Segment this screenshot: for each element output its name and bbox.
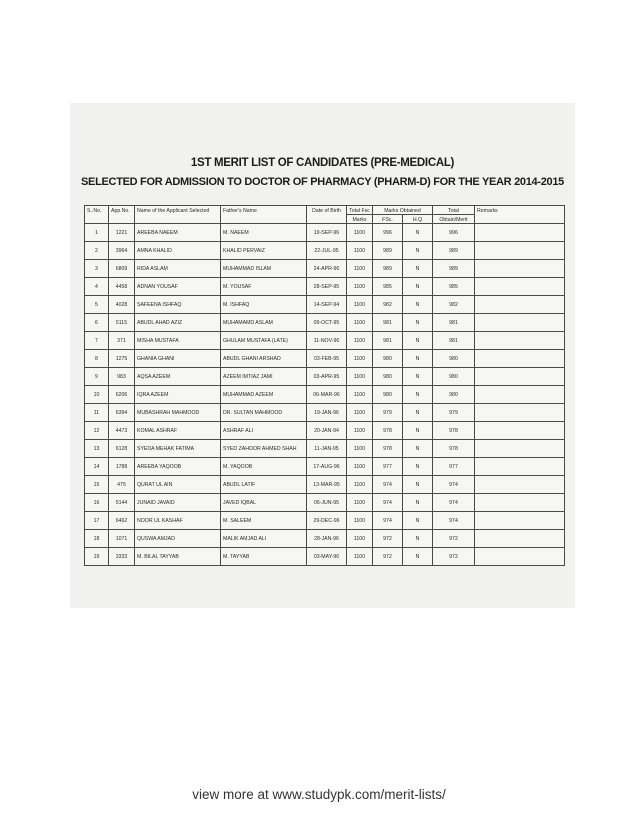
cell-applicant-name: AMNA KHALID bbox=[135, 242, 221, 260]
cell-app-no: 1071 bbox=[109, 530, 135, 548]
cell-father-name: GHULAM MUSTAFA (LATE) bbox=[221, 332, 307, 350]
cell-hq: N bbox=[403, 404, 433, 422]
cell-father-name: MALIK AMJAD ALI bbox=[221, 530, 307, 548]
cell-fsc-marks: 974 bbox=[373, 494, 403, 512]
cell-fsc-marks: 989 bbox=[373, 242, 403, 260]
table-header-row bbox=[85, 206, 565, 215]
cell-hq: N bbox=[403, 278, 433, 296]
cell-total-merit: 981 bbox=[433, 314, 475, 332]
cell-total-merit: 980 bbox=[433, 368, 475, 386]
cell-total-merit: 972 bbox=[433, 530, 475, 548]
cell-app-no: 4473 bbox=[109, 422, 135, 440]
cell-sno: 12 bbox=[85, 422, 109, 440]
cell-fsc-marks: 996 bbox=[373, 224, 403, 242]
cell-app-no: 4458 bbox=[109, 278, 135, 296]
document-title: 1ST MERIT LIST OF CANDIDATES (PRE-MEDICAL) bbox=[190, 157, 455, 169]
cell-applicant-name: JUNAID JAVAID bbox=[135, 494, 221, 512]
cell-total-fsc: 1100 bbox=[347, 314, 373, 332]
cell-dob: 14-SEP-94 bbox=[307, 296, 347, 314]
header-total-fsc-marks: Marks bbox=[347, 215, 373, 224]
cell-app-no: 3964 bbox=[109, 242, 135, 260]
cell-fsc-marks: 977 bbox=[373, 458, 403, 476]
header-remarks: Remarks bbox=[475, 206, 565, 224]
cell-father-name: KHALID PERVAIZ bbox=[221, 242, 307, 260]
table-row bbox=[85, 368, 565, 386]
cell-father-name: M. NAEEM bbox=[221, 224, 307, 242]
cell-fsc-marks: 989 bbox=[373, 260, 403, 278]
cell-father-name: AZEEM IMTIAZ JAMI bbox=[221, 368, 307, 386]
cell-hq: N bbox=[403, 224, 433, 242]
cell-dob: 13-MAR-95 bbox=[307, 476, 347, 494]
cell-applicant-name: AREEBA NAEEM bbox=[135, 224, 221, 242]
cell-remarks bbox=[475, 404, 565, 422]
cell-father-name: ASHRAF ALI bbox=[221, 422, 307, 440]
header-dob: Date of Birth bbox=[307, 206, 347, 224]
cell-total-merit: 979 bbox=[433, 404, 475, 422]
cell-remarks bbox=[475, 368, 565, 386]
cell-total-fsc: 1100 bbox=[347, 296, 373, 314]
cell-total-fsc: 1100 bbox=[347, 386, 373, 404]
cell-sno: 14 bbox=[85, 458, 109, 476]
cell-applicant-name: MISHA MUSTAFA bbox=[135, 332, 221, 350]
header-fsc: FSc. bbox=[373, 215, 403, 224]
table-row bbox=[85, 386, 565, 404]
cell-remarks bbox=[475, 476, 565, 494]
cell-total-merit: 985 bbox=[433, 278, 475, 296]
cell-fsc-marks: 978 bbox=[373, 422, 403, 440]
cell-fsc-marks: 980 bbox=[373, 368, 403, 386]
cell-total-merit: 982 bbox=[433, 296, 475, 314]
cell-app-no: 475 bbox=[109, 476, 135, 494]
cell-sno: 19 bbox=[85, 548, 109, 566]
cell-total-fsc: 1100 bbox=[347, 332, 373, 350]
merit-list-table bbox=[84, 205, 565, 566]
cell-remarks bbox=[475, 278, 565, 296]
cell-hq: N bbox=[403, 512, 433, 530]
cell-total-fsc: 1100 bbox=[347, 242, 373, 260]
cell-sno: 13 bbox=[85, 440, 109, 458]
cell-father-name: ABUDL LATIF bbox=[221, 476, 307, 494]
cell-sno: 17 bbox=[85, 512, 109, 530]
cell-dob: 03-APR-95 bbox=[307, 368, 347, 386]
cell-sno: 7 bbox=[85, 332, 109, 350]
cell-father-name: SYED ZAHOOR AHMED SHAH bbox=[221, 440, 307, 458]
table-row bbox=[85, 224, 565, 242]
cell-total-fsc: 1100 bbox=[347, 422, 373, 440]
cell-applicant-name: SAFEENA ISHFAQ bbox=[135, 296, 221, 314]
table-row bbox=[85, 278, 565, 296]
cell-sno: 11 bbox=[85, 404, 109, 422]
cell-fsc-marks: 985 bbox=[373, 278, 403, 296]
cell-sno: 3 bbox=[85, 260, 109, 278]
cell-total-fsc: 1100 bbox=[347, 278, 373, 296]
cell-dob: 28-SEP-95 bbox=[307, 278, 347, 296]
cell-app-no: 1788 bbox=[109, 458, 135, 476]
cell-applicant-name: QUSWA AMJAD bbox=[135, 530, 221, 548]
table-row bbox=[85, 512, 565, 530]
cell-fsc-marks: 974 bbox=[373, 476, 403, 494]
cell-dob: 19-SEP-96 bbox=[307, 224, 347, 242]
cell-dob: 22-JUL-95 bbox=[307, 242, 347, 260]
cell-remarks bbox=[475, 296, 565, 314]
cell-total-fsc: 1100 bbox=[347, 350, 373, 368]
table-row bbox=[85, 404, 565, 422]
cell-applicant-name: NOOR UL KASHAF bbox=[135, 512, 221, 530]
cell-remarks bbox=[475, 494, 565, 512]
cell-dob: 06-JUN-95 bbox=[307, 494, 347, 512]
cell-total-fsc: 1100 bbox=[347, 224, 373, 242]
cell-remarks bbox=[475, 350, 565, 368]
cell-hq: N bbox=[403, 368, 433, 386]
cell-father-name: M. ISHFAQ bbox=[221, 296, 307, 314]
cell-remarks bbox=[475, 422, 565, 440]
cell-father-name: ABUDL GHANI ARSHAD bbox=[221, 350, 307, 368]
cell-fsc-marks: 982 bbox=[373, 296, 403, 314]
cell-fsc-marks: 972 bbox=[373, 530, 403, 548]
cell-sno: 1 bbox=[85, 224, 109, 242]
table-row bbox=[85, 422, 565, 440]
cell-sno: 10 bbox=[85, 386, 109, 404]
cell-total-fsc: 1100 bbox=[347, 476, 373, 494]
cell-sno: 8 bbox=[85, 350, 109, 368]
header-sno: S..No. bbox=[85, 206, 109, 224]
cell-app-no: 6462 bbox=[109, 512, 135, 530]
cell-app-no: 4028 bbox=[109, 296, 135, 314]
cell-app-no: 371 bbox=[109, 332, 135, 350]
cell-total-merit: 980 bbox=[433, 350, 475, 368]
cell-hq: N bbox=[403, 350, 433, 368]
cell-remarks bbox=[475, 332, 565, 350]
cell-remarks bbox=[475, 512, 565, 530]
cell-app-no: 5115 bbox=[109, 314, 135, 332]
cell-dob: 28-JAN-96 bbox=[307, 530, 347, 548]
cell-dob: 19-JAN-96 bbox=[307, 404, 347, 422]
cell-app-no: 1275 bbox=[109, 350, 135, 368]
cell-father-name: MUHAMAMD ASLAM bbox=[221, 314, 307, 332]
header-applicant-name: Name of the Applicant Selected bbox=[135, 206, 221, 224]
cell-fsc-marks: 979 bbox=[373, 404, 403, 422]
cell-fsc-marks: 972 bbox=[373, 548, 403, 566]
cell-hq: N bbox=[403, 458, 433, 476]
cell-remarks bbox=[475, 224, 565, 242]
cell-total-fsc: 1100 bbox=[347, 512, 373, 530]
cell-hq: N bbox=[403, 260, 433, 278]
table-row bbox=[85, 314, 565, 332]
cell-dob: 11-JAN-95 bbox=[307, 440, 347, 458]
cell-total-fsc: 1100 bbox=[347, 548, 373, 566]
cell-dob: 29-DEC-96 bbox=[307, 512, 347, 530]
cell-total-merit: 974 bbox=[433, 494, 475, 512]
cell-app-no: 6206 bbox=[109, 386, 135, 404]
cell-sno: 15 bbox=[85, 476, 109, 494]
cell-hq: N bbox=[403, 440, 433, 458]
cell-total-merit: 996 bbox=[433, 224, 475, 242]
cell-applicant-name: M. BILAL TAYYAB bbox=[135, 548, 221, 566]
cell-applicant-name: MUBASHRAH MAHMOOD bbox=[135, 404, 221, 422]
cell-father-name: JAVED IQBAL bbox=[221, 494, 307, 512]
cell-father-name: MUHAMMAD ISLAM bbox=[221, 260, 307, 278]
table-row bbox=[85, 530, 565, 548]
cell-hq: N bbox=[403, 296, 433, 314]
cell-total-merit: 981 bbox=[433, 332, 475, 350]
cell-applicant-name: ABUDL AHAD AZIZ bbox=[135, 314, 221, 332]
table-row bbox=[85, 458, 565, 476]
cell-fsc-marks: 980 bbox=[373, 386, 403, 404]
header-total-fsc: Total Fsc bbox=[347, 206, 373, 215]
cell-hq: N bbox=[403, 242, 433, 260]
table-row bbox=[85, 440, 565, 458]
cell-sno: 16 bbox=[85, 494, 109, 512]
table-row bbox=[85, 494, 565, 512]
cell-app-no: 1221 bbox=[109, 224, 135, 242]
cell-fsc-marks: 981 bbox=[373, 314, 403, 332]
cell-app-no: 3333 bbox=[109, 548, 135, 566]
cell-hq: N bbox=[403, 422, 433, 440]
cell-father-name: M. YOUSAF bbox=[221, 278, 307, 296]
cell-total-merit: 978 bbox=[433, 440, 475, 458]
cell-remarks bbox=[475, 440, 565, 458]
table-row bbox=[85, 260, 565, 278]
cell-remarks bbox=[475, 548, 565, 566]
cell-hq: N bbox=[403, 494, 433, 512]
cell-dob: 24-APR-96 bbox=[307, 260, 347, 278]
cell-app-no: 983 bbox=[109, 368, 135, 386]
cell-total-merit: 972 bbox=[433, 548, 475, 566]
scanned-document bbox=[70, 103, 575, 608]
cell-hq: N bbox=[403, 476, 433, 494]
cell-total-fsc: 1100 bbox=[347, 260, 373, 278]
cell-fsc-marks: 981 bbox=[373, 332, 403, 350]
cell-total-merit: 974 bbox=[433, 512, 475, 530]
cell-dob: 06-MAR-96 bbox=[307, 386, 347, 404]
header-total: Total bbox=[433, 206, 475, 215]
cell-total-fsc: 1100 bbox=[347, 368, 373, 386]
header-father-name: Father's Name bbox=[221, 206, 307, 224]
cell-dob: 03-FEB-95 bbox=[307, 350, 347, 368]
cell-app-no: 5144 bbox=[109, 494, 135, 512]
cell-fsc-marks: 974 bbox=[373, 512, 403, 530]
cell-applicant-name: QURAT UL AIN bbox=[135, 476, 221, 494]
cell-sno: 18 bbox=[85, 530, 109, 548]
table-row bbox=[85, 350, 565, 368]
cell-remarks bbox=[475, 386, 565, 404]
cell-total-fsc: 1100 bbox=[347, 404, 373, 422]
cell-fsc-marks: 980 bbox=[373, 350, 403, 368]
cell-sno: 5 bbox=[85, 296, 109, 314]
cell-dob: 09-OCT-95 bbox=[307, 314, 347, 332]
cell-remarks bbox=[475, 314, 565, 332]
table-row bbox=[85, 332, 565, 350]
cell-hq: N bbox=[403, 332, 433, 350]
cell-applicant-name: IQRA AZEEM bbox=[135, 386, 221, 404]
cell-app-no: 6394 bbox=[109, 404, 135, 422]
document-subtitle: SELECTED FOR ADMISSION TO DOCTOR OF PHARMACY (PHARM-D) FOR THE YEAR 2014-2015 bbox=[81, 176, 564, 188]
header-marks-obtained: Marks Obtained bbox=[373, 206, 433, 215]
cell-applicant-name: AREEBA YAQOOB bbox=[135, 458, 221, 476]
footer-link-text: view more at www.studypk.com/merit-lists/ bbox=[192, 787, 446, 802]
header-total-obtain-merit: Obtain/Merit bbox=[433, 215, 475, 224]
cell-dob: 20-JAN-94 bbox=[307, 422, 347, 440]
cell-father-name: DR. SULTAN MAHMOOD bbox=[221, 404, 307, 422]
header-app-no: App.No. bbox=[109, 206, 135, 224]
cell-hq: N bbox=[403, 530, 433, 548]
cell-applicant-name: ADNAN YOUSAF bbox=[135, 278, 221, 296]
cell-hq: N bbox=[403, 548, 433, 566]
table-row bbox=[85, 548, 565, 566]
cell-total-merit: 989 bbox=[433, 242, 475, 260]
cell-total-merit: 978 bbox=[433, 422, 475, 440]
cell-total-fsc: 1100 bbox=[347, 530, 373, 548]
cell-remarks bbox=[475, 242, 565, 260]
cell-applicant-name: KOMAL ASHRAF bbox=[135, 422, 221, 440]
cell-total-merit: 980 bbox=[433, 386, 475, 404]
cell-sno: 9 bbox=[85, 368, 109, 386]
cell-fsc-marks: 978 bbox=[373, 440, 403, 458]
cell-total-fsc: 1100 bbox=[347, 494, 373, 512]
table-row bbox=[85, 296, 565, 314]
cell-sno: 2 bbox=[85, 242, 109, 260]
cell-sno: 4 bbox=[85, 278, 109, 296]
cell-father-name: M. TAYYAB bbox=[221, 548, 307, 566]
cell-father-name: MUHAMMAD AZEEM bbox=[221, 386, 307, 404]
cell-remarks bbox=[475, 530, 565, 548]
table-row bbox=[85, 242, 565, 260]
header-hq: H.Q bbox=[403, 215, 433, 224]
cell-total-merit: 989 bbox=[433, 260, 475, 278]
cell-applicant-name: GHANIA GHANI bbox=[135, 350, 221, 368]
cell-hq: N bbox=[403, 314, 433, 332]
cell-total-fsc: 1100 bbox=[347, 440, 373, 458]
table-body bbox=[85, 224, 565, 566]
cell-dob: 11-NOV-96 bbox=[307, 332, 347, 350]
table-row bbox=[85, 476, 565, 494]
cell-remarks bbox=[475, 458, 565, 476]
cell-dob: 03-MAY-96 bbox=[307, 548, 347, 566]
cell-hq: N bbox=[403, 386, 433, 404]
cell-app-no: 6128 bbox=[109, 440, 135, 458]
cell-dob: 17-AUG-96 bbox=[307, 458, 347, 476]
cell-sno: 6 bbox=[85, 314, 109, 332]
cell-total-fsc: 1100 bbox=[347, 458, 373, 476]
cell-total-merit: 974 bbox=[433, 476, 475, 494]
cell-applicant-name: SYEDA MEHAK FATIMA bbox=[135, 440, 221, 458]
cell-app-no: 6809 bbox=[109, 260, 135, 278]
cell-total-merit: 977 bbox=[433, 458, 475, 476]
cell-father-name: M. SALEEM bbox=[221, 512, 307, 530]
cell-father-name: M. YAQOOB bbox=[221, 458, 307, 476]
cell-remarks bbox=[475, 260, 565, 278]
cell-applicant-name: RIDA ASLAM bbox=[135, 260, 221, 278]
cell-applicant-name: AQSA AZEEM bbox=[135, 368, 221, 386]
